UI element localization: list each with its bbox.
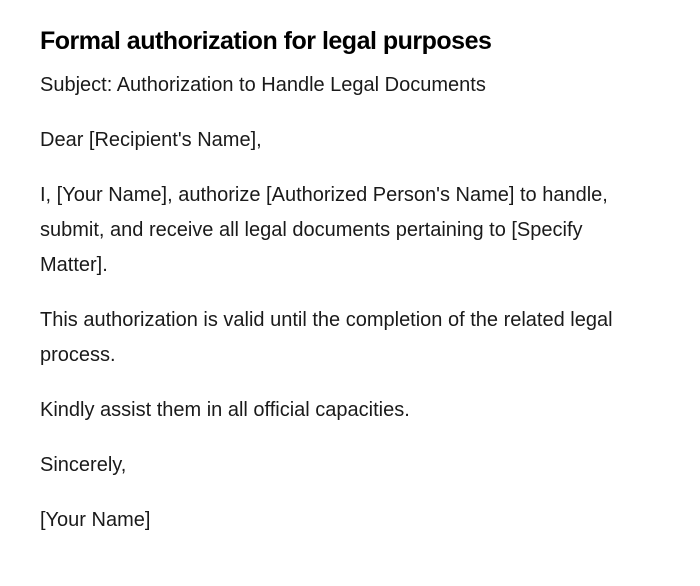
letter-document: [40, 24, 640, 558]
body-paragraph-request: Kindly assist them in all official capacities.: [40, 399, 410, 421]
body-paragraph-validity: This authorization is valid until the completion of the related legal process.: [40, 309, 613, 366]
body-paragraph-authorization: I, [Your Name], authorize [Authorized Person's Name] to handle, submit, and receive all legal documents pertaining to [Specify Matter].: [40, 184, 608, 276]
salutation: Dear [Recipient's Name],: [40, 129, 262, 151]
signature-name: [Your Name]: [40, 509, 151, 531]
document-title: Formal authorization for legal purposes: [40, 27, 492, 55]
closing: Sincerely,: [40, 454, 127, 476]
subject-line: Subject: Authorization to Handle Legal Documents: [40, 74, 486, 96]
